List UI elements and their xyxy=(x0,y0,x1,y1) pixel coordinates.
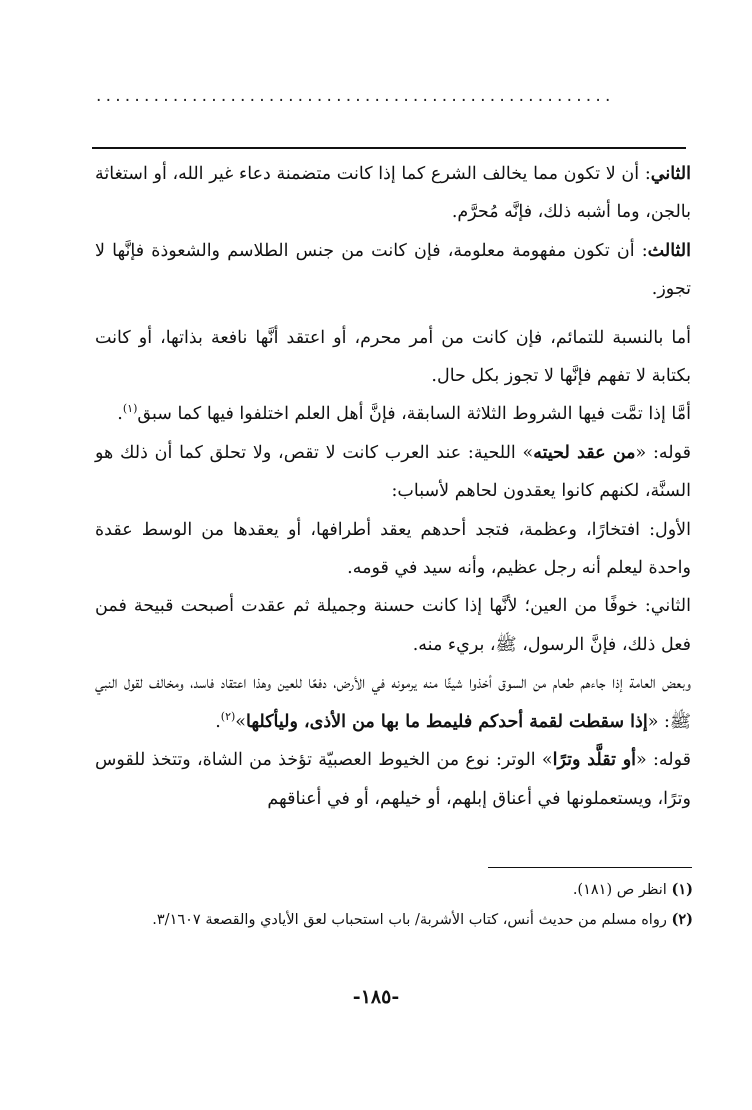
page-number: -١٨٥- xyxy=(352,986,400,1008)
paragraph-lead: الثاني xyxy=(650,164,691,184)
paragraph-pre: قوله: « xyxy=(636,750,691,771)
paragraph-amulets xyxy=(95,319,691,396)
paragraph-text: » الوتر: نوع من الخيوط العصبيّة تؤخذ من الشاة، وتتخذ للقوس وترًا، ويستعملونها في أعناق إبلهم، أو خيلهم، أو في أعناقهم xyxy=(95,750,691,809)
paragraph-pre: قوله: « xyxy=(635,442,691,463)
footnote-2 xyxy=(95,905,693,935)
paragraph-beard-knot xyxy=(95,434,691,511)
paragraph-third-condition xyxy=(95,232,691,309)
footnote-text: رواه مسلم من حديث أنس، كتاب الأشربة/ باب استحباب لعق الأيادي والقصعة ٣/١٦٠٧. xyxy=(152,912,667,928)
paragraph-text: أما بالنسبة للتمائم، فإن كانت من أمر محرم، أو اعتقد أنَّها نافعة بذاتها، أو كانت بكتابة لا تفهم فإنَّها لا تجوز بكل حال. xyxy=(95,327,691,387)
footnotes xyxy=(95,875,693,935)
footnote-number: (١) xyxy=(671,881,693,898)
paragraph-text: الثاني: خوفًا من العين؛ لأنَّها إذا كانت حسنة وجميلة ثم عقدت أصبحت قبيحة فمن فعل ذلك، فإنَّ الرسول، ﷺ، بريء منه. xyxy=(95,596,691,655)
paragraph-text: : أن لا تكون مما يخالف الشرع كما إذا كانت متضمنة دعاء غير الله، أو استغاثة بالجن، وما أشبه ذلك، فإنَّه مُحرَّم. xyxy=(95,164,691,223)
footnote-1 xyxy=(95,875,693,905)
hadith-quote: إذا سقطت لقمة أحدكم فليمط ما بها من الأذى، وليأكلها xyxy=(246,711,648,732)
paragraph-text: » اللحية: عند العرب كانت لا تقص، ولا تحلق كما أن ذلك هو السنَّة، لكنهم كانوا يعقدون لحاهم لأسباب: xyxy=(95,442,691,502)
paragraph-text: وبعض العامة إذا جاءهم طعام من السوق أخذوا شيئًا منه يرمونه في الأرض، دفعًا للعين وهذا اعتقاد فاسد، ومخالف لقول النبي ﷺ: « xyxy=(95,673,691,732)
paragraph-scholars-differ xyxy=(95,395,691,433)
paragraph-lead: أو تقلَّد وترًا xyxy=(552,750,637,771)
header-rule xyxy=(92,147,686,149)
paragraph-first-reason xyxy=(95,511,691,588)
footnote-rule xyxy=(488,867,692,868)
paragraph-end: . xyxy=(215,711,221,732)
footnote-ref: (١) xyxy=(122,402,138,416)
paragraph-second-reason xyxy=(95,587,691,664)
paragraph-lead: من عقد لحيته xyxy=(533,442,636,463)
paragraph-post: » xyxy=(235,711,247,732)
paragraph-text: الأول: افتخارًا، وعظمة، فتجد أحدهم يعقد أطرافها، أو يعقدها من الوسط عقدة واحدة ليعلم أنه رجل عظيم، وأنه سيد في قومه. xyxy=(95,519,691,579)
paragraph-second-condition xyxy=(95,155,691,232)
footnote-ref: (٢) xyxy=(220,709,236,723)
paragraph-common-people xyxy=(95,664,691,741)
paragraph-end: . xyxy=(117,404,123,425)
paragraph-lead: الثالث xyxy=(647,240,691,261)
running-header-dots: ...................................................... xyxy=(96,86,615,106)
footnote-text: انظر ص (١٨١). xyxy=(572,882,667,898)
main-text xyxy=(95,155,691,818)
paragraph-bowstring xyxy=(95,741,691,818)
footnote-number: (٢) xyxy=(671,911,693,928)
paragraph-text: أمَّا إذا تمَّت فيها الشروط الثلاثة السابقة، فإنَّ أهل العلم اختلفوا فيها كما سبق xyxy=(137,404,691,425)
paragraph-text: : أن تكون مفهومة معلومة، فإن كانت من جنس الطلاسم والشعوذة فإنَّها لا تجوز. xyxy=(95,240,691,300)
